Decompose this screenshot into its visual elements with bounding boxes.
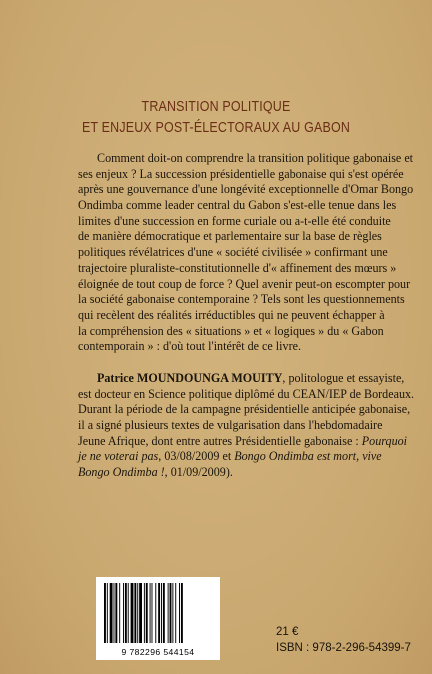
barcode-bar <box>163 583 165 643</box>
text-line: il a signé plusieurs textes de vulgarisation dans l'hebdomadaire <box>78 418 383 433</box>
title-line-2: ET ENJEUX POST-ÉLECTORAUX AU GABON <box>81 120 351 136</box>
barcode-bar <box>110 583 113 643</box>
summary-paragraph <box>78 151 414 355</box>
barcode-bar <box>179 583 180 643</box>
title-line-1: TRANSITION POLITIQUE <box>141 99 291 115</box>
text-line: la compréhension des « situations » et « logiques » du « Gabon <box>78 323 384 338</box>
barcode <box>96 577 220 660</box>
text-line: de manière démocratique et parlementaire sur la base de règles <box>78 229 382 244</box>
barcode-bar <box>107 583 108 643</box>
text-line: Durant la période de la campagne présidentielle anticipée gabonaise, <box>78 402 411 417</box>
isbn: ISBN : 978-2-296-54399-7 <box>276 642 411 654</box>
barcode-bar <box>172 583 173 643</box>
barcode-bar <box>161 583 162 643</box>
text-line: contemporain » : d'où tout l'intérêt de ce livre. <box>78 339 301 354</box>
barcode-bar <box>128 583 129 643</box>
barcode-bar <box>125 583 127 643</box>
barcode-bar <box>181 583 183 643</box>
barcode-bars <box>104 583 212 643</box>
price: 21 € <box>276 626 299 638</box>
text-line: la société gabonaise contemporaine ? Tels sont les questionnements <box>78 292 405 307</box>
text-line: qui recèlent des réalités irréductibles qui ne peuvent échapper à <box>78 307 385 322</box>
barcode-bar <box>146 583 148 643</box>
barcode-bar <box>115 583 117 643</box>
text-line: Patrice MOUNDOUNGA MOUITY, politologue et essayiste, <box>97 371 405 385</box>
barcode-bar <box>137 583 138 643</box>
author-name: Patrice MOUNDOUNGA MOUITY <box>97 371 283 385</box>
text-line: politiques révélatrices d'une « société civilisée » confirmant une <box>78 245 388 260</box>
author-bio-paragraph <box>78 371 415 481</box>
barcode-bar <box>144 583 145 643</box>
text-line: Jeune Afrique, dont entre autres Présidentielle gabonaise : Pourquoi <box>78 433 408 448</box>
barcode-bar <box>155 583 156 643</box>
barcode-bar <box>168 583 169 643</box>
barcode-number: 9 782296 544154 <box>121 647 195 657</box>
text-line: ses enjeux ? La succession présidentielle gabonaise qui s'est opérée <box>78 166 404 181</box>
text-line: Bongo Ondimba !, 01/09/2009). <box>78 465 233 480</box>
barcode-bar <box>123 583 124 643</box>
barcode-bar <box>134 583 136 643</box>
text-line: éloignée de tout coup de force ? Quel avenir peut-on escompter pour <box>78 276 411 291</box>
barcode-bar <box>104 583 106 643</box>
barcode-bar <box>152 583 153 643</box>
text-line: est docteur en Science politique diplômé du CEAN/IEP de Bordeaux. <box>78 386 415 401</box>
text-line: limites d'une succession en forme curiale ou a-t-elle été conduite <box>78 213 391 228</box>
barcode-bar <box>175 583 176 643</box>
text-line: Ondimba comme leader central du Gabon s'est-elle tenue dans les <box>78 198 397 213</box>
barcode-bar <box>139 583 142 643</box>
text-line: je ne voterai pas, 03/08/2009 et Bongo Ondimba est mort, vive <box>78 449 382 464</box>
barcode-bar <box>114 583 115 643</box>
barcode-bar <box>158 583 160 643</box>
barcode-bar <box>150 583 151 643</box>
barcode-bar <box>119 583 120 643</box>
text-line: Comment doit-on comprendre la transition politique gabonaise et <box>97 151 414 165</box>
text-line: après une gouvernance d'une longévité exceptionnelle d'Omar Bongo <box>78 182 414 197</box>
text-line: trajectoire pluraliste-constitutionnelle d'« affinement des mœurs » <box>78 260 397 275</box>
barcode-bar <box>170 583 172 643</box>
barcode-bar <box>131 583 134 643</box>
